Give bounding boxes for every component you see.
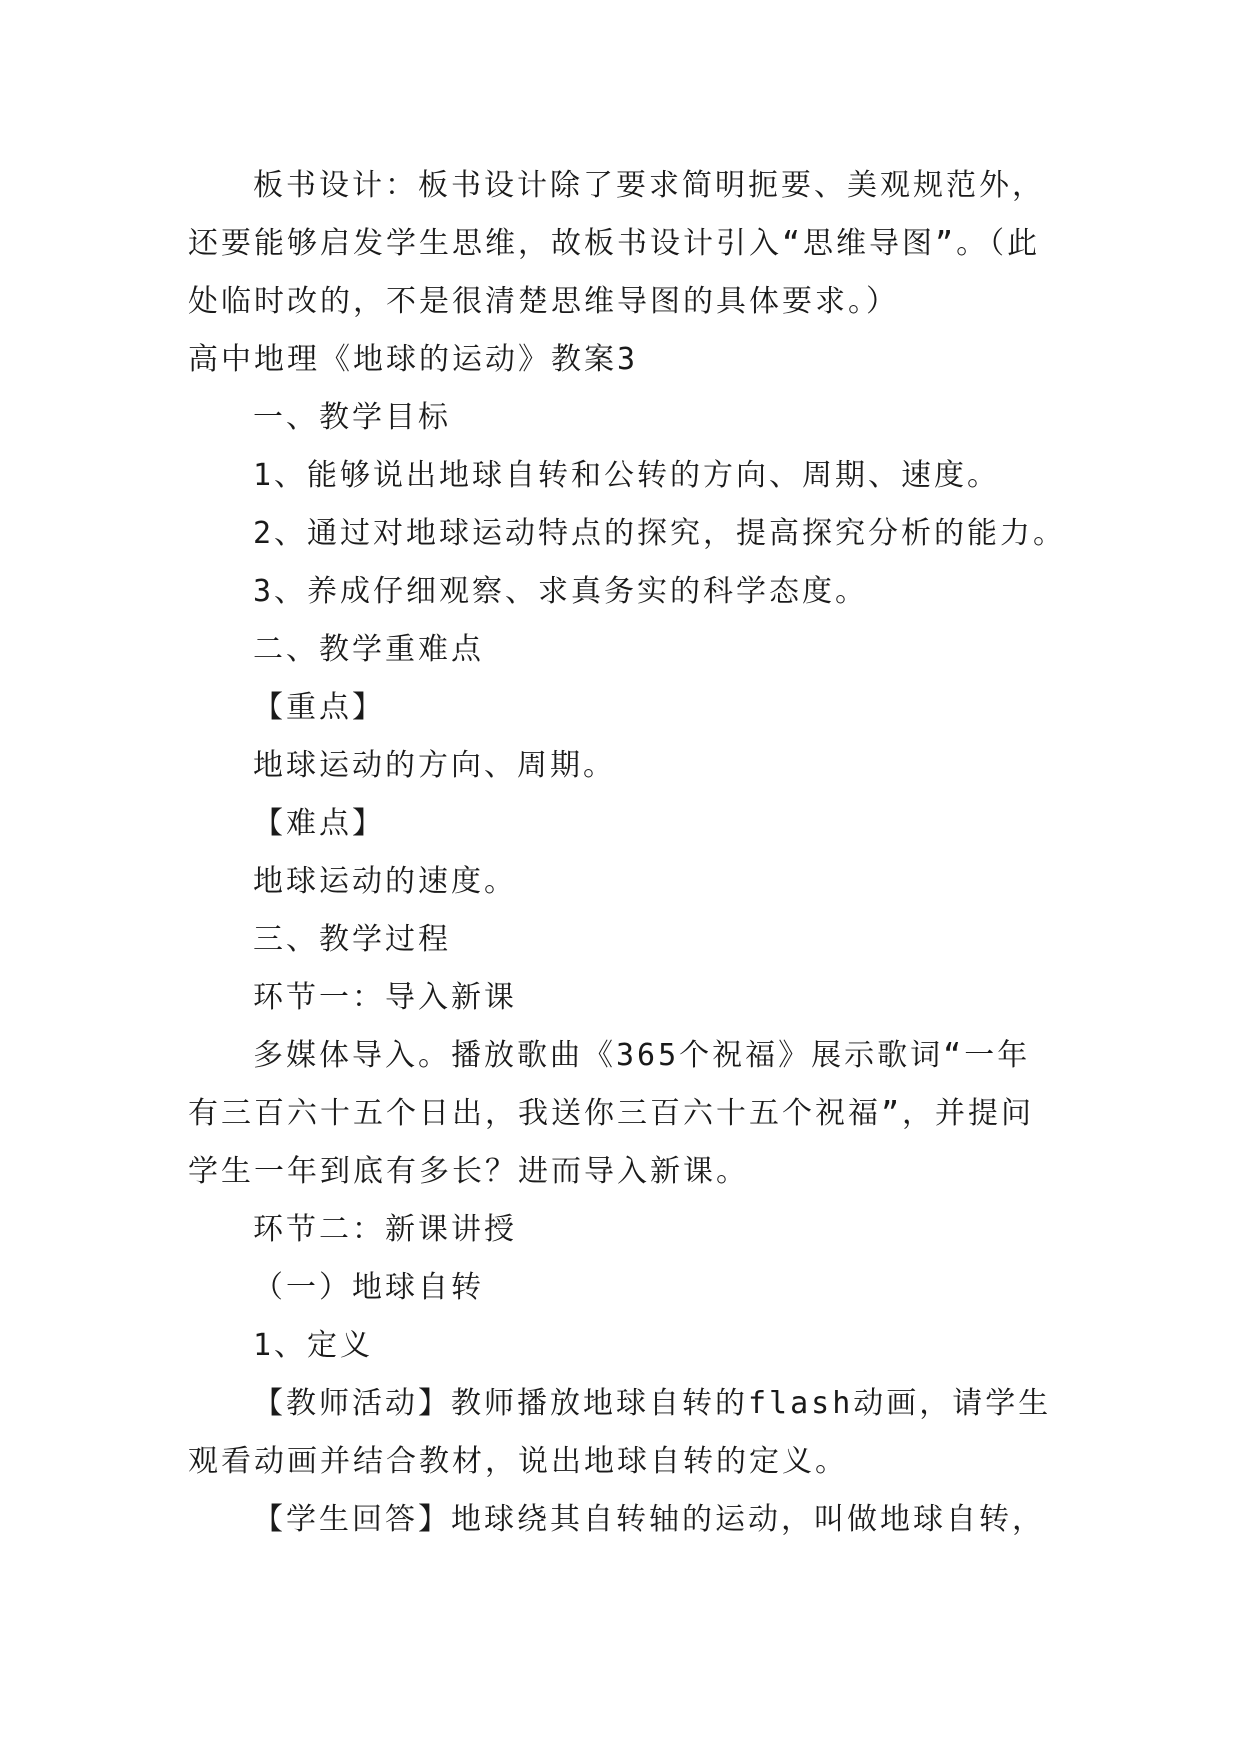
subheading: 【重点】	[253, 690, 385, 725]
subheading: 环节一：导入新课	[253, 980, 517, 1015]
subheading: （一）地球自转	[253, 1270, 484, 1305]
section-heading: 三、教学过程	[253, 922, 451, 957]
paragraph-line: 【教师活动】教师播放地球自转的flash动画，请学生	[253, 1386, 1052, 1421]
paragraph-line: 有三百六十五个日出，我送你三百六十五个祝福”，并提问	[188, 1096, 1035, 1131]
paragraph-line: 还要能够启发学生思维，故板书设计引入“思维导图”。（此	[188, 226, 1041, 261]
paragraph-line: 学生一年到底有多长？进而导入新课。	[188, 1154, 749, 1189]
list-item: 3、养成仔细观察、求真务实的科学态度。	[253, 574, 869, 609]
subheading: 【难点】	[253, 806, 385, 841]
paragraph-line: 地球运动的速度。	[253, 864, 517, 899]
list-item: 1、能够说出地球自转和公转的方向、周期、速度。	[253, 458, 1001, 493]
section-heading: 一、教学目标	[253, 400, 451, 435]
section-heading: 二、教学重难点	[253, 632, 484, 667]
subheading: 环节二：新课讲授	[253, 1212, 517, 1247]
paragraph-line: 【学生回答】地球绕其自转轴的运动，叫做地球自转，	[253, 1502, 1045, 1537]
list-item: 1、定义	[253, 1328, 374, 1363]
paragraph-line: 观看动画并结合教材，说出地球自转的定义。	[188, 1444, 848, 1479]
document-title: 高中地理《地球的运动》教案3	[188, 342, 639, 377]
list-item: 2、通过对地球运动特点的探究，提高探究分析的能力。	[253, 516, 1067, 551]
paragraph-line: 多媒体导入。播放歌曲《365个祝福》展示歌词“一年	[253, 1038, 1031, 1073]
paragraph-line: 处临时改的，不是很清楚思维导图的具体要求。）	[188, 284, 899, 319]
paragraph-line: 地球运动的方向、周期。	[253, 748, 616, 783]
paragraph-line: 板书设计：板书设计除了要求简明扼要、美观规范外，	[253, 168, 1045, 203]
